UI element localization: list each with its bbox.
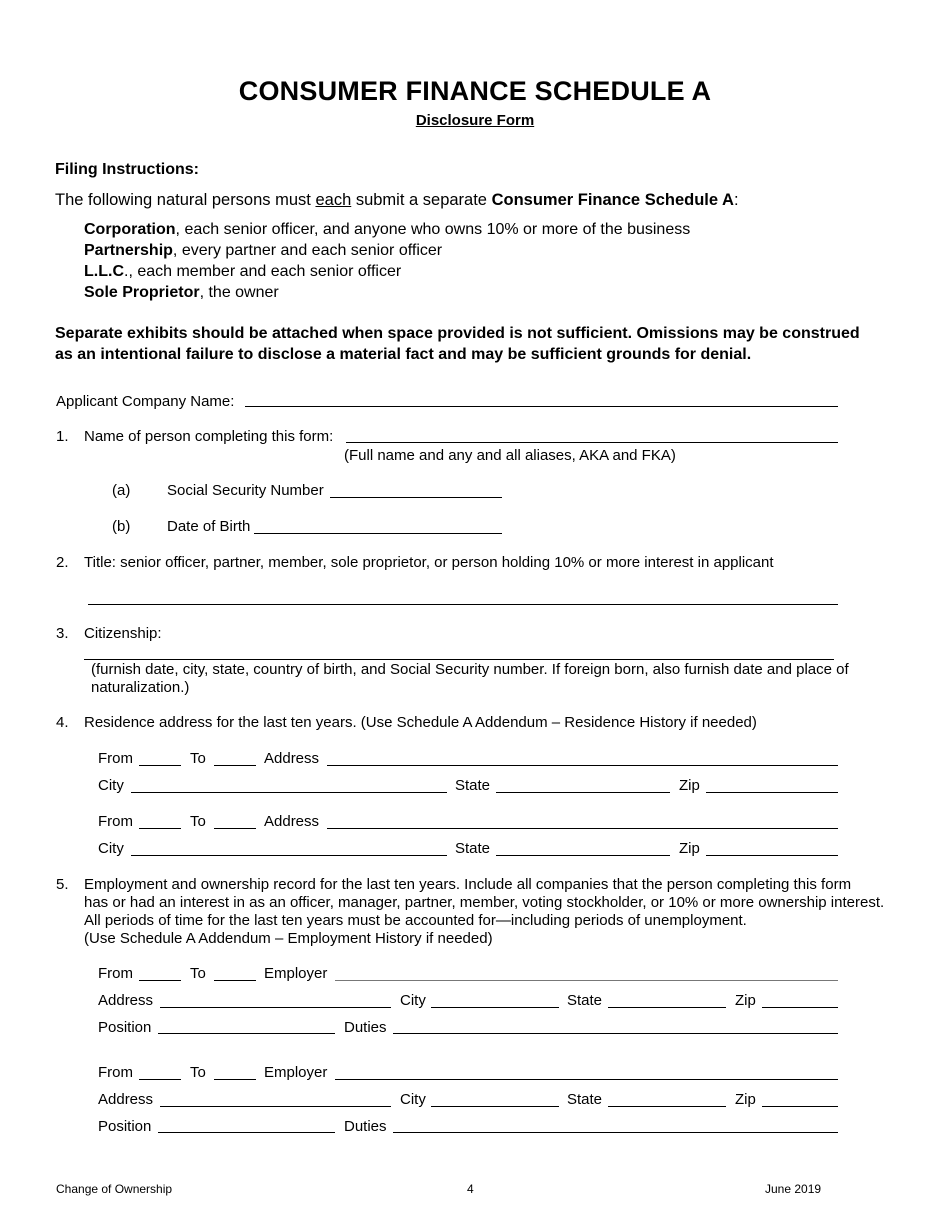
emp2-address-label: Address xyxy=(98,1091,154,1108)
res1-state-field[interactable] xyxy=(496,792,670,793)
emp2-from-label: From xyxy=(98,1064,133,1081)
res1-city-label: City xyxy=(98,777,124,794)
q2-label: Title: senior officer, partner, member, sole proprietor, or person holding 10% or more interest in applicant xyxy=(84,554,774,571)
res2-to-field[interactable] xyxy=(214,828,256,829)
q1a-letter: (a) xyxy=(112,482,131,499)
res2-address-field[interactable] xyxy=(327,828,838,829)
res1-to-field[interactable] xyxy=(214,765,256,766)
entity-corporation: Corporation, each senior officer, and anyone who owns 10% or more of the business xyxy=(84,221,691,238)
q1-number: 1. xyxy=(56,428,69,445)
res1-zip-field[interactable] xyxy=(706,792,838,793)
res2-zip-field[interactable] xyxy=(706,855,838,856)
emp1-position-field[interactable] xyxy=(158,1033,335,1034)
emp2-to-label: To xyxy=(190,1064,206,1081)
q3-number: 3. xyxy=(56,625,69,642)
emp1-duties-label: Duties xyxy=(344,1019,387,1036)
emp1-employer-field[interactable] xyxy=(335,980,838,981)
q4-label: Residence address for the last ten years. (Use Schedule A Addendum – Residence History if needed) xyxy=(84,714,757,731)
res1-city-field[interactable] xyxy=(131,792,447,793)
emp1-state-label: State xyxy=(567,992,603,1009)
emp2-position-label: Position xyxy=(98,1118,152,1135)
res2-from-label: From xyxy=(98,813,133,830)
res1-address-label: Address xyxy=(264,750,320,767)
res2-to-label: To xyxy=(190,813,206,830)
q1-label: Name of person completing this form: xyxy=(84,428,334,445)
res2-state-label: State xyxy=(455,840,491,857)
entity-sole-proprietor: Sole Proprietor, the owner xyxy=(84,284,279,301)
page-number: 4 xyxy=(467,1182,474,1196)
footer-date: June 2019 xyxy=(765,1182,822,1196)
emp2-zip-field[interactable] xyxy=(762,1106,838,1107)
footer-left: Change of Ownership xyxy=(56,1182,173,1196)
emp1-to-field[interactable] xyxy=(214,980,256,981)
entity-partnership: Partnership, every partner and each senior officer xyxy=(84,242,443,259)
res2-city-field[interactable] xyxy=(131,855,447,856)
q3-hint-line-2: naturalization.) xyxy=(91,679,190,696)
dob-label: Date of Birth xyxy=(167,518,251,535)
res1-from-label: From xyxy=(98,750,133,767)
emp1-from-field[interactable] xyxy=(139,980,181,981)
emp2-state-field[interactable] xyxy=(608,1106,726,1107)
filing-instructions-heading: Filing Instructions: xyxy=(55,161,199,178)
q1b-letter: (b) xyxy=(112,518,131,535)
q5-number: 5. xyxy=(56,876,69,893)
title-field[interactable] xyxy=(88,604,838,605)
company-name-label: Applicant Company Name: xyxy=(56,393,235,410)
res2-address-label: Address xyxy=(264,813,320,830)
res2-from-field[interactable] xyxy=(139,828,181,829)
res1-zip-label: Zip xyxy=(679,777,700,794)
dob-field[interactable] xyxy=(254,533,502,534)
emp1-duties-field[interactable] xyxy=(393,1033,838,1034)
emp2-employer-label: Employer xyxy=(264,1064,328,1081)
q1-hint: (Full name and any and all aliases, AKA and FKA) xyxy=(344,447,676,464)
emp1-zip-label: Zip xyxy=(735,992,756,1009)
emp1-position-label: Position xyxy=(98,1019,152,1036)
res1-to-label: To xyxy=(190,750,206,767)
emp2-state-label: State xyxy=(567,1091,603,1108)
emp1-to-label: To xyxy=(190,965,206,982)
res1-from-field[interactable] xyxy=(139,765,181,766)
res2-city-label: City xyxy=(98,840,124,857)
res1-state-label: State xyxy=(455,777,491,794)
page-subtitle: Disclosure Form xyxy=(415,112,535,129)
warning-line-2: as an intentional failure to disclose a material fact and may be sufficient grounds for denial. xyxy=(55,346,752,363)
emp1-city-label: City xyxy=(400,992,426,1009)
res1-address-field[interactable] xyxy=(327,765,838,766)
emp2-city-label: City xyxy=(400,1091,426,1108)
q2-number: 2. xyxy=(56,554,69,571)
emp2-address-field[interactable] xyxy=(160,1106,391,1107)
citizenship-field[interactable] xyxy=(84,659,834,660)
q4-number: 4. xyxy=(56,714,69,731)
emp2-from-field[interactable] xyxy=(139,1079,181,1080)
res2-zip-label: Zip xyxy=(679,840,700,857)
person-name-field[interactable] xyxy=(346,442,838,443)
emp1-city-field[interactable] xyxy=(431,1007,559,1008)
emp1-zip-field[interactable] xyxy=(762,1007,838,1008)
q5-text-line-4: (Use Schedule A Addendum – Employment History if needed) xyxy=(84,930,493,947)
ssn-label: Social Security Number xyxy=(167,482,324,499)
emp2-city-field[interactable] xyxy=(431,1106,559,1107)
emp2-zip-label: Zip xyxy=(735,1091,756,1108)
emp1-address-field[interactable] xyxy=(160,1007,391,1008)
emp2-duties-field[interactable] xyxy=(393,1132,838,1133)
q5-text-line-1: Employment and ownership record for the last ten years. Include all companies that the person completing this form xyxy=(84,876,852,893)
emp1-state-field[interactable] xyxy=(608,1007,726,1008)
q3-hint-line-1: (furnish date, city, state, country of birth, and Social Security number. If foreign born, also furnish date and place of xyxy=(91,661,849,678)
emp1-employer-label: Employer xyxy=(264,965,328,982)
q5-text-line-2: has or had an interest in as an officer, manager, partner, member, voting stockholder, or 10% or more ownership interest. xyxy=(84,894,885,911)
res2-state-field[interactable] xyxy=(496,855,670,856)
emp2-employer-field[interactable] xyxy=(335,1079,838,1080)
emp2-to-field[interactable] xyxy=(214,1079,256,1080)
ssn-field[interactable] xyxy=(330,497,502,498)
company-name-field[interactable] xyxy=(270,406,838,407)
emp2-position-field[interactable] xyxy=(158,1132,335,1133)
filing-intro: The following natural persons must each submit a separate Consumer Finance Schedule A: xyxy=(55,191,739,209)
q5-text-line-3: All periods of time for the last ten years must be accounted for—including periods of unemployment. xyxy=(84,912,747,929)
q3-label: Citizenship: xyxy=(84,625,162,642)
emp1-address-label: Address xyxy=(98,992,154,1009)
warning-line-1: Separate exhibits should be attached when space provided is not sufficient. Omissions may be construed xyxy=(55,325,860,342)
page-title: CONSUMER FINANCE SCHEDULE A xyxy=(238,76,712,106)
emp2-duties-label: Duties xyxy=(344,1118,387,1135)
entity-llc: L.L.C., each member and each senior officer xyxy=(84,263,402,280)
emp1-from-label: From xyxy=(98,965,133,982)
company-name-field-lead[interactable] xyxy=(245,406,270,407)
